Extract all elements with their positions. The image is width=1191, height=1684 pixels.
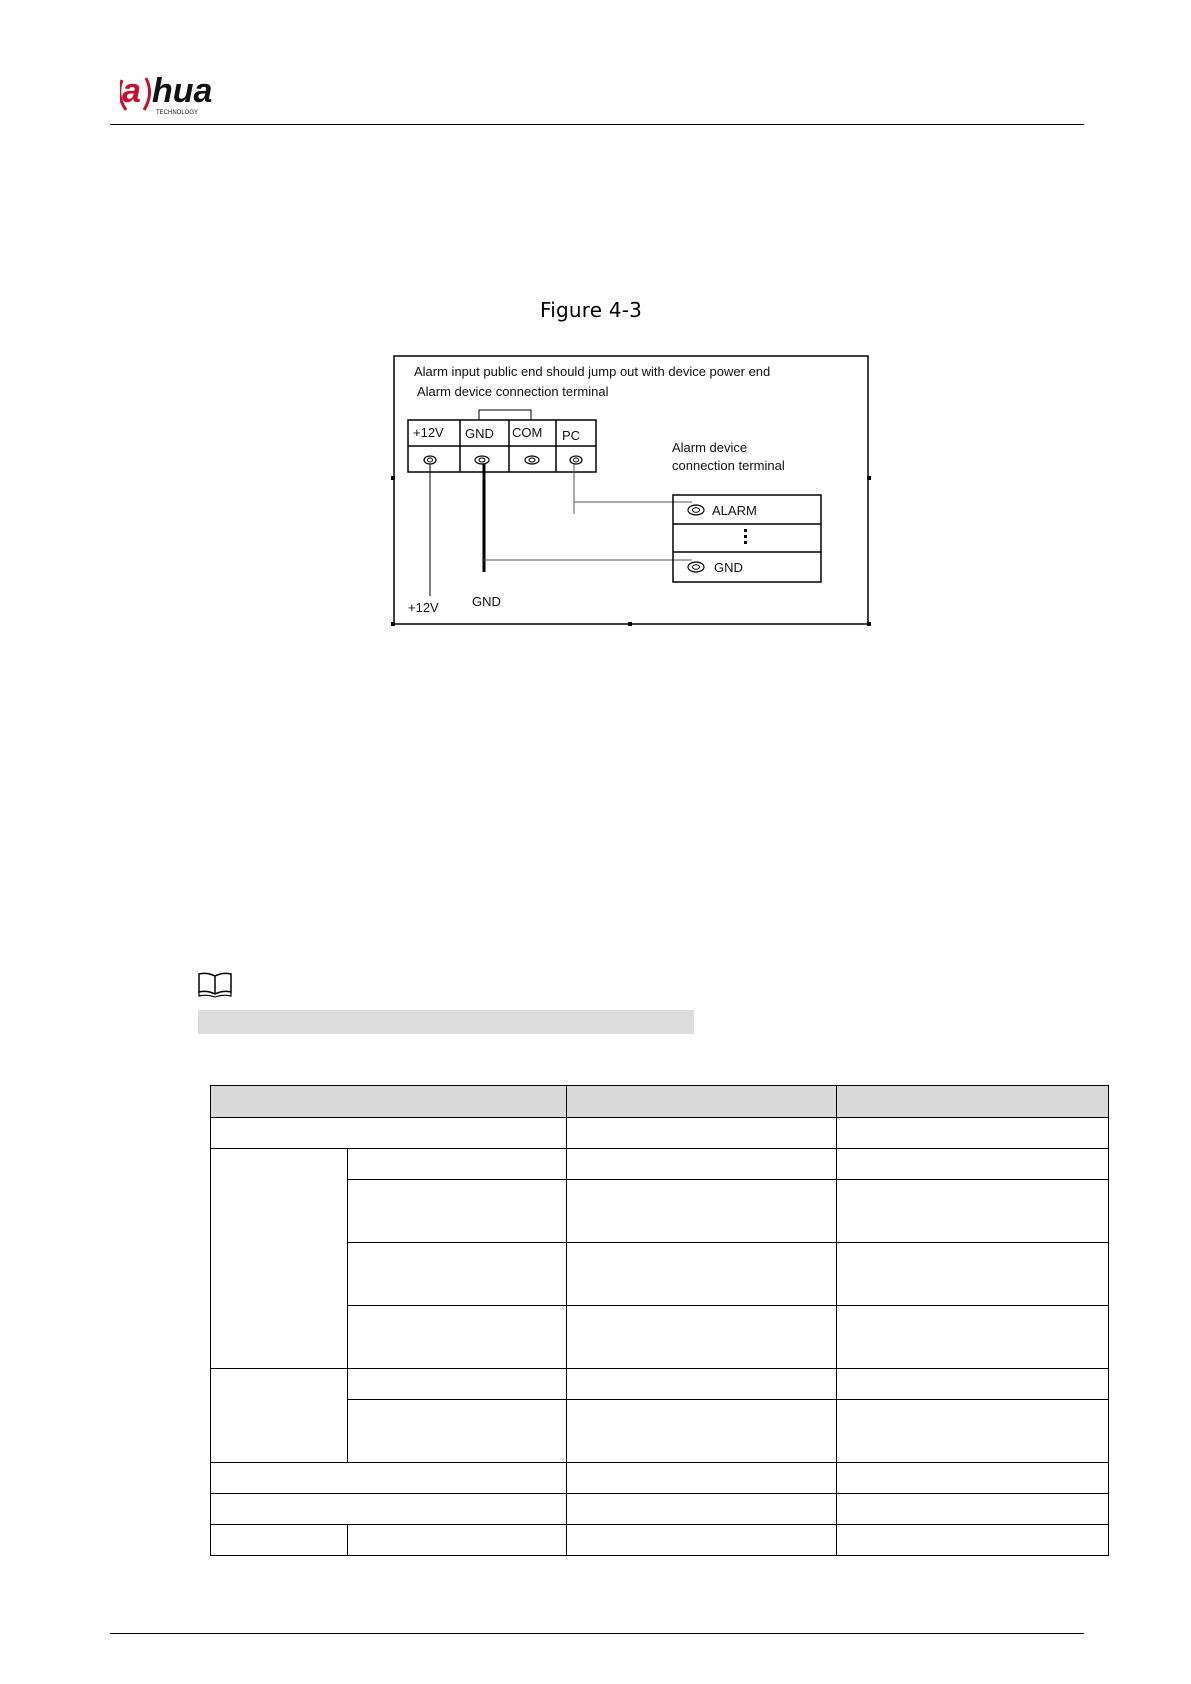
table-cell — [837, 1525, 1109, 1556]
table-cell — [348, 1525, 567, 1556]
gnd-screw-icon — [688, 562, 704, 572]
table-cell — [567, 1525, 837, 1556]
terminal-com: COM — [512, 425, 543, 440]
table-cell — [567, 1463, 837, 1494]
table-cell — [211, 1525, 348, 1556]
table-cell — [348, 1306, 567, 1369]
header-rule — [110, 124, 1084, 125]
diagram-note-line1: Alarm input public end should jump out with device power end — [414, 364, 771, 379]
terminal-12v: +12V — [413, 425, 444, 440]
table-cell — [567, 1369, 837, 1400]
table-cell — [837, 1180, 1109, 1243]
terminal-pc: PC — [562, 428, 581, 443]
alarm-wiring-diagram — [388, 352, 874, 628]
svg-text:a: a — [122, 72, 141, 110]
table-cell — [837, 1463, 1109, 1494]
table-cell — [837, 1369, 1109, 1400]
table-cell — [837, 1400, 1109, 1463]
table-cell — [348, 1180, 567, 1243]
svg-text:TECHNOLOGY: TECHNOLOGY — [156, 110, 199, 116]
table-header-cell — [567, 1086, 837, 1118]
table-cell — [567, 1180, 837, 1243]
screw-12v-icon — [424, 456, 436, 464]
table-cell — [567, 1306, 837, 1369]
book-icon — [197, 970, 233, 998]
table-cell — [348, 1149, 567, 1180]
table-cell — [837, 1118, 1109, 1149]
table-header-cell — [837, 1086, 1109, 1118]
table-row — [211, 1149, 1109, 1180]
table-cell — [567, 1243, 837, 1306]
figure-caption: Figure 4-3 — [540, 298, 643, 322]
screw-gnd-icon — [475, 456, 489, 464]
device-port-alarm: ALARM — [712, 503, 757, 518]
table-cell — [348, 1243, 567, 1306]
table-cell — [567, 1118, 837, 1149]
table-header-cell — [211, 1086, 567, 1118]
svg-text:hua: hua — [152, 72, 213, 110]
table-cell — [211, 1118, 567, 1149]
vertical-ellipsis-icon — [744, 529, 747, 544]
note-text-bar — [198, 1010, 694, 1034]
specification-table — [210, 1085, 1109, 1556]
screw-pc-icon — [570, 456, 582, 464]
table-cell — [211, 1463, 567, 1494]
table-cell — [567, 1494, 837, 1525]
device-label-line1: Alarm device — [672, 440, 748, 455]
diagram-note-line2: Alarm device connection terminal — [417, 384, 609, 399]
bottom-label-12v: +12V — [408, 600, 439, 615]
table-cell — [567, 1149, 837, 1180]
table-group-cell — [211, 1149, 348, 1369]
table-row — [211, 1494, 1109, 1525]
table-header-row — [211, 1086, 1109, 1118]
table-group-cell — [211, 1369, 348, 1463]
table-cell — [348, 1400, 567, 1463]
table-cell — [837, 1494, 1109, 1525]
table-row — [211, 1525, 1109, 1556]
table-row — [211, 1463, 1109, 1494]
table-cell — [837, 1243, 1109, 1306]
table-row — [211, 1369, 1109, 1400]
table-cell — [567, 1400, 837, 1463]
device-label-line2: connection terminal — [672, 458, 785, 473]
alarm-screw-icon — [688, 505, 704, 515]
table-row — [211, 1118, 1109, 1149]
terminal-gnd: GND — [465, 426, 494, 441]
table-cell — [211, 1494, 567, 1525]
table-cell — [837, 1306, 1109, 1369]
bottom-label-gnd: GND — [472, 594, 501, 609]
table-cell — [837, 1149, 1109, 1180]
device-port-gnd: GND — [714, 560, 743, 575]
table-cell — [348, 1369, 567, 1400]
footer-rule — [110, 1633, 1084, 1634]
screw-com-icon — [525, 456, 539, 464]
dahua-logo — [120, 72, 260, 120]
